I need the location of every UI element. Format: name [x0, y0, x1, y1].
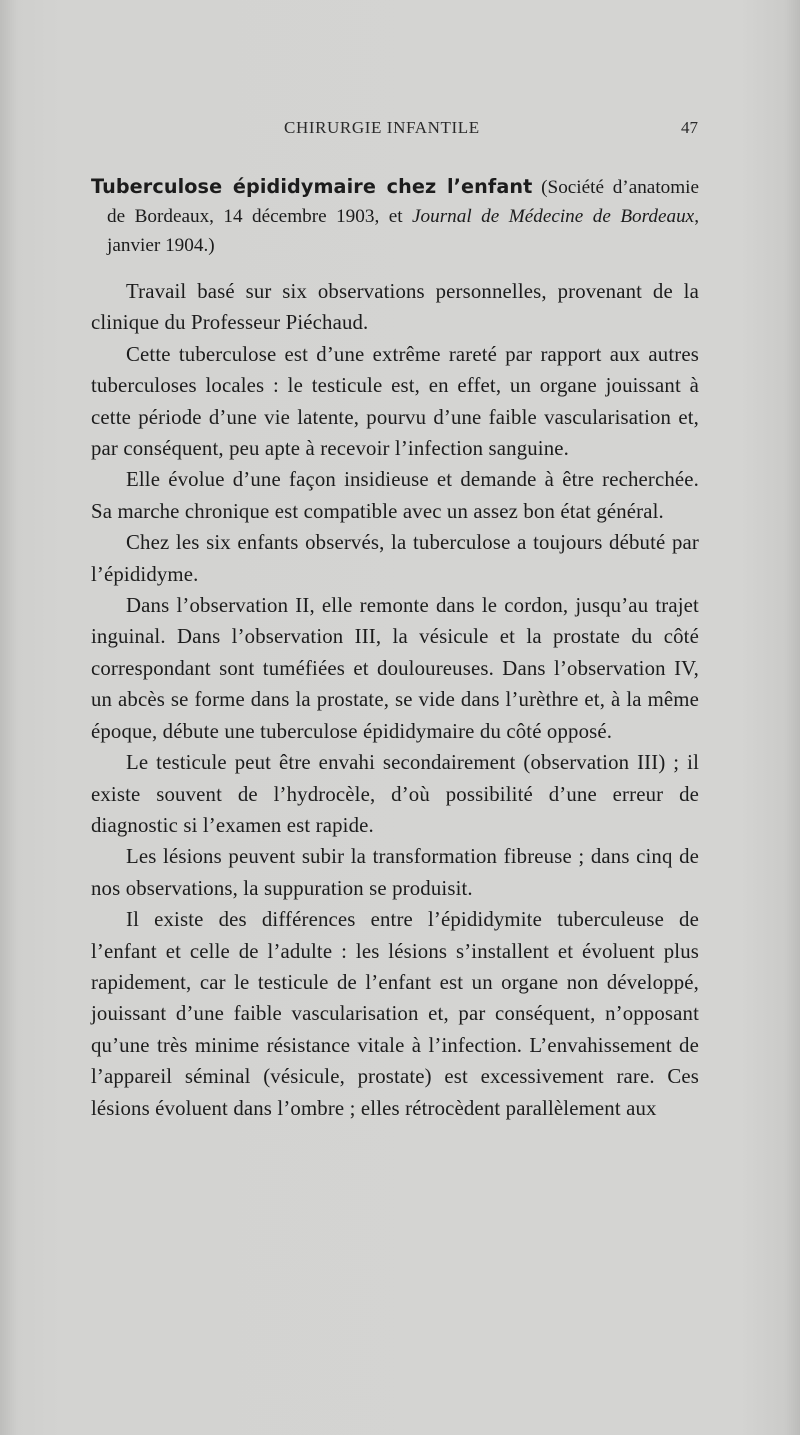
paragraph: Il existe des différences entre l’épididymite tuberculeuse de l’enfant et celle de l’adulte : les lésions s’installent et évoluent plus rapidement, car le testicule de l’enfant est un organe non développé, jouissant d’une faible vascularisation et, par conséquent, n’opposant qu’une très minime résistance vitale à l’infection. L’envahissement de l’appareil séminal (vésicule, prostate) est excessivement rare. Ces lésions évoluent dans l’ombre ; elles rétrocèdent parallèlement aux [91, 908, 699, 1120]
entry-date: , janvier 1904.) [107, 206, 699, 256]
entry-title: Tuberculose épididymaire chez l’enfant [91, 175, 533, 198]
page-header [90, 118, 700, 144]
paragraph: Chez les six enfants observés, la tuberculose a toujours débuté par l’épididyme. [91, 531, 699, 586]
journal-name: Journal de Médecine de Bordeaux [412, 206, 695, 227]
running-title: CHIRURGIE INFANTILE [284, 118, 480, 137]
bibliographic-entry [91, 172, 699, 260]
paragraph: Elle évolue d’une façon insidieuse et demande à être recherchée. Sa marche chronique est compatible avec un assez bon état général. [91, 468, 699, 523]
paragraph: Travail basé sur six observations personnelles, provenant de la clinique du Professeur Piéchaud. [91, 280, 699, 335]
paragraph: Dans l’observation II, elle remonte dans le cordon, jusqu’au trajet inguinal. Dans l’observation III, la vésicule et la prostate du côté correspondant sont tuméfiées et douloureuses. Dans l’observation IV, un abcès se forme dans la prostate, se vide dans l’urèthre et, à la même époque, débute une tuberculose épididymaire du côté opposé. [91, 594, 699, 743]
page-body [91, 172, 699, 1124]
page-number: 47 [681, 118, 698, 137]
entry-source: (Société d’anatomie de Bordeaux, 14 décembre 1903, et [107, 177, 700, 227]
paragraph: Cette tuberculose est d’une extrême rareté par rapport aux autres tuberculoses locales : le testicule est, en effet, un organe jouissant à cette période d’une vie latente, pourvu d’une faible vascularisation et, par conséquent, peu apte à recevoir l’infection sanguine. [91, 342, 699, 461]
paragraph: Les lésions peuvent subir la transformation fibreuse ; dans cinq de nos observations, la suppuration se produisit. [91, 845, 699, 900]
paragraph: Le testicule peut être envahi secondairement (observation III) ; il existe souvent de l’hydrocèle, d’où possibilité d’une erreur de diagnostic si l’examen est rapide. [91, 751, 699, 837]
